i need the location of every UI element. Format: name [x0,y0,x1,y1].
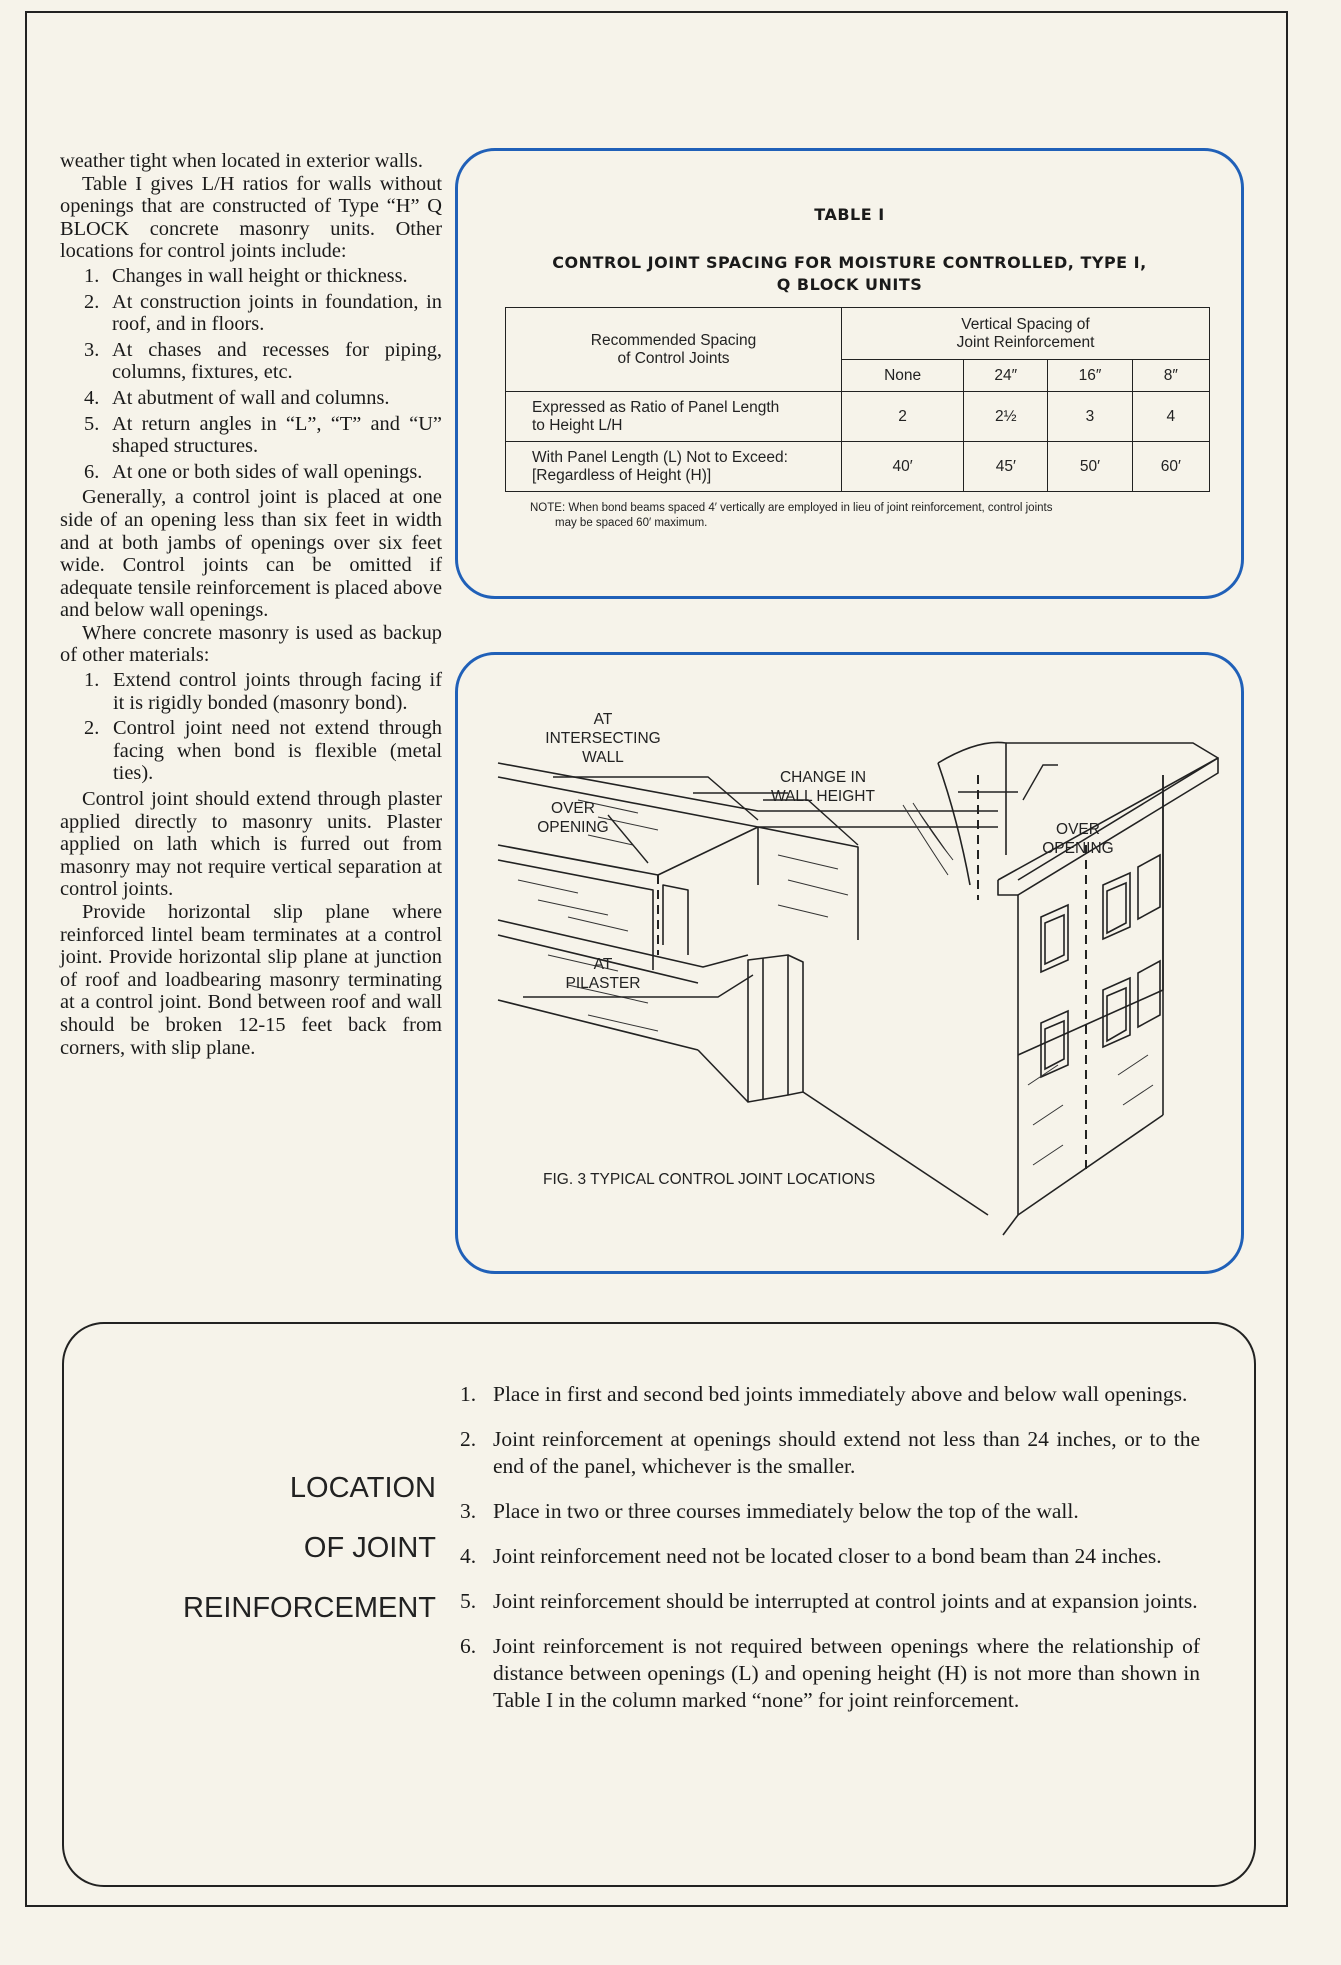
list-text: Control joint need not extend through facing when bond is flexible (metal ties). [113,717,442,785]
section-heading-line3: REINFORCEMENT [183,1592,436,1624]
header-text: of Control Joints [617,349,730,367]
list-number: 5. [84,412,100,435]
note-text: NOTE: When bond beams spaced 4′ vertically are employed in lieu of joint reinforcement, control joints [530,502,1053,514]
list-item [458,1426,1200,1480]
list-number: 1. [460,1382,477,1406]
list-number: 4. [460,1544,477,1568]
list-text: At one or both sides of wall openings. [112,460,423,483]
table-title-line2: Q BLOCK UNITS [776,275,923,294]
list-number: 2. [460,1427,477,1451]
table-cell: 2½ [964,392,1048,442]
header-text: Recommended Spacing [590,331,757,349]
table-cell: 60′ [1132,442,1209,492]
list-text: Extend control joints through facing if it is rigidly bonded (masonry bond). [113,669,442,714]
column-header: None [842,360,964,392]
paragraph: Control joint should extend through plaster applied directly to masonry units. Plaster applied on lath which is furred out from masonry may not require vertical separation at control joints. [60,788,442,901]
list-number: 1. [84,669,100,692]
table-cell: 45′ [964,442,1048,492]
label-change-wall-height [758,768,888,806]
list-text: At return angles in “L”, “T” and “U” shaped structures. [112,412,442,458]
table-cell: 2 [842,392,964,442]
backup-list [60,669,442,785]
list-number: 6. [460,1634,477,1658]
label-intersecting-wall [538,710,668,767]
paragraph: Provide horizontal slip plane where reinforced lintel beam terminates at a control joint. Provide horizontal slip plane at junction of roof and loadbearing masonry terminating at a control joint. Bond between roof and wall should be broken 12-15 feet back from corners, with slip plane. [60,901,442,1059]
table-cell: 3 [1048,392,1132,442]
table-label: TABLE I [814,205,885,224]
list-number: 2. [84,290,100,313]
list-number: 3. [460,1499,477,1523]
table-row [506,442,1210,492]
control-joint-table [505,307,1210,492]
list-item [60,339,442,384]
table-row [506,392,1210,442]
label-line: OPENING [537,819,609,836]
table-note [530,501,1220,531]
label-line: AT [593,956,613,973]
corner-header [506,308,842,392]
paragraph: Generally, a control joint is placed at one side of an opening less than six feet in width and at both jambs of openings over six feet wide. Control joints can be omitted if adequate tensile reinforcement is placed above and below wall openings. [60,486,442,622]
section-heading-line2: OF JOINT [303,1532,436,1564]
list-item [60,291,442,336]
list-item [60,265,442,288]
section-heading-line1: LOCATION [289,1472,436,1504]
list-text: Place in first and second bed joints immediately above and below wall openings. [493,1382,1188,1406]
table-cell: 40′ [842,442,964,492]
list-item [458,1543,1200,1570]
column-header: 16″ [1048,360,1132,392]
paragraph: Where concrete masonry is used as backup of other materials: [60,621,442,667]
list-number: 6. [84,460,100,483]
label-line: AT [593,711,613,728]
list-text: Place in two or three courses immediately below the top of the wall. [493,1499,1079,1523]
label-at-pilaster [553,955,653,993]
list-number: 4. [84,386,100,409]
row-label-text: Expressed as Ratio of Panel Length [532,398,780,416]
joint-reinforcement-list [458,1381,1200,1732]
list-text: Joint reinforcement should be interrupted at control joints and at expansion joints. [493,1589,1198,1613]
list-item [60,413,442,458]
label-line: PILASTER [565,975,641,992]
row-label-text: to Height L/H [532,416,623,434]
list-item [60,669,442,714]
group-header [842,308,1210,360]
row-label [506,442,842,492]
table-cell: 50′ [1048,442,1132,492]
list-text: Changes in wall height or thickness. [112,264,408,287]
row-label [506,392,842,442]
list-text: Joint reinforcement need not be located closer to a bond beam than 24 inches. [493,1544,1162,1568]
list-text: At chases and recesses for piping, columns, fixtures, etc. [112,338,442,384]
label-line: OPENING [1042,840,1114,857]
label-over-opening-right [1028,820,1128,858]
label-line: OVER [551,800,595,817]
list-item [458,1633,1200,1714]
list-item [458,1381,1200,1408]
label-line: INTERSECTING [545,730,661,747]
list-text: Joint reinforcement is not required between openings where the relationship of distance between openings (L) and opening height (H) is not more than shown in Table I in the column marked “none” for joint reinforcement. [493,1634,1200,1712]
row-label-text: With Panel Length (L) Not to Exceed: [532,448,788,466]
list-item [60,387,442,410]
header-text: Vertical Spacing of [961,315,1090,333]
list-item [60,461,442,484]
list-item [458,1588,1200,1615]
label-line: WALL [582,749,624,766]
table-panel [455,148,1244,599]
list-text: At construction joints in foundation, in roof, and in floors. [112,290,442,336]
list-number: 2. [84,717,100,740]
list-text: At abutment of wall and columns. [112,386,390,409]
column-header: 24″ [964,360,1048,392]
label-line: OVER [1056,821,1100,838]
table-cell: 4 [1132,392,1209,442]
note-text: may be spaced 60′ maximum. [555,517,708,529]
label-line: WALL HEIGHT [771,788,875,805]
figure-caption: FIG. 3 TYPICAL CONTROL JOINT LOCATIONS [543,1171,876,1188]
left-column-text [60,150,442,1059]
list-number: 3. [84,338,100,361]
label-line: CHANGE IN [779,769,867,786]
table-title: CONTROL JOINT SPACING FOR MOISTURE CONTROLLED, TYPE I, [552,253,1147,272]
header-text: Joint Reinforcement [956,333,1095,351]
list-text: Joint reinforcement at openings should extend not less than 24 inches, or to the end of the panel, whichever is the smaller. [493,1427,1200,1478]
list-number: 5. [460,1589,477,1613]
column-header: 8″ [1132,360,1209,392]
label-over-opening-left [523,799,623,837]
list-item [60,717,442,785]
list-number: 1. [84,264,100,287]
figure-panel [455,652,1244,1274]
list-item [458,1498,1200,1525]
paragraph: Table I gives L/H ratios for walls without openings that are constructed of Type “H” Q BLOCK concrete masonry units. Other locations for control joints include: [60,172,442,263]
row-label-text: [Regardless of Height (H)] [532,466,712,484]
paragraph: weather tight when located in exterior walls. [60,150,423,172]
control-joint-location-list [60,265,442,483]
